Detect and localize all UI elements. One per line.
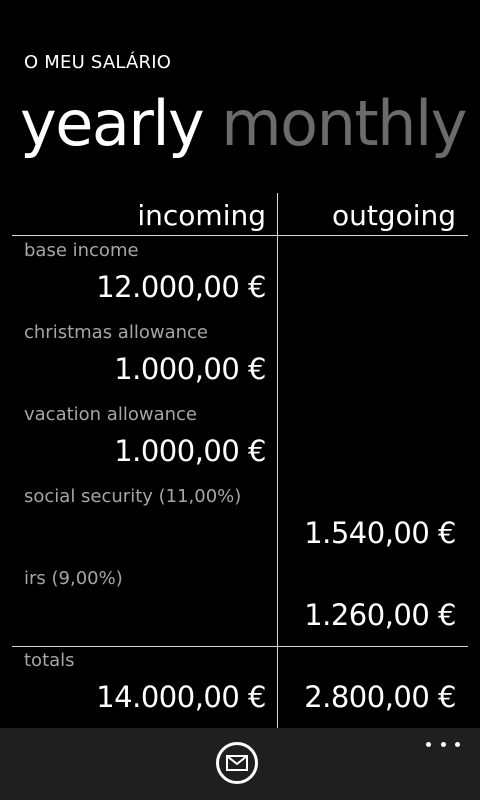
base-income-incoming-value: 12.000,00 € — [96, 270, 266, 304]
more-icon-dot — [455, 742, 460, 747]
app-title: O MEU SALÁRIO — [24, 52, 172, 73]
incoming-column-header: incoming — [137, 199, 266, 232]
more-icon-dot — [426, 742, 431, 747]
row-label-totals: totals — [24, 650, 75, 671]
more-icon-dot — [441, 742, 446, 747]
row-label-vacation-allowance: vacation allowance — [24, 404, 197, 425]
column-divider — [277, 193, 278, 728]
pivot-item-monthly[interactable]: monthly — [221, 87, 466, 160]
totals-incoming-value: 14.000,00 € — [96, 680, 266, 714]
social-security-outgoing-value: 1.540,00 € — [304, 516, 456, 550]
row-label-christmas-allowance: christmas allowance — [24, 322, 208, 343]
christmas-allowance-incoming-value: 1.000,00 € — [114, 352, 266, 386]
row-label-social-security: social security (11,00%) — [24, 486, 242, 507]
vacation-allowance-incoming-value: 1.000,00 € — [114, 434, 266, 468]
more-button[interactable] — [426, 734, 460, 754]
row-label-irs: irs (9,00%) — [24, 568, 123, 589]
app-bar — [0, 728, 480, 800]
row-label-base-income: base income — [24, 240, 139, 261]
pivot-header — [20, 84, 480, 164]
irs-outgoing-value: 1.260,00 € — [304, 598, 456, 632]
mail-button[interactable] — [216, 742, 258, 784]
mail-icon — [226, 755, 248, 771]
outgoing-column-header: outgoing — [331, 199, 456, 232]
totals-divider — [12, 646, 468, 647]
pivot-item-yearly[interactable]: yearly — [20, 87, 204, 160]
totals-outgoing-value: 2.800,00 € — [304, 680, 456, 714]
